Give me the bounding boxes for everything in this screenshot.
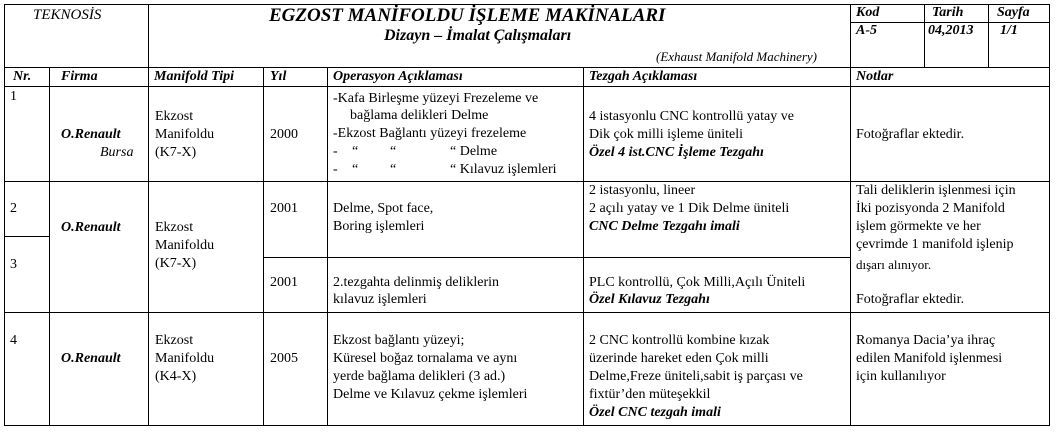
row4-tezgah-line1: 2 CNC kontrollü kombine kızak — [589, 333, 770, 348]
row1-nr: 1 — [10, 89, 17, 104]
row1-operasyon-line1: -Kafa Birleşme yüzeyi Frezeleme ve — [333, 91, 539, 106]
col-header-operasyon: Operasyon Açıklaması — [333, 69, 463, 84]
col-header-firma: Firma — [61, 69, 98, 84]
row2-yil: 2001 — [270, 201, 298, 216]
rule-left — [4, 4, 5, 426]
row1-tezgah-line3: Özel 4 ist.CNC İşleme Tezgahı — [589, 145, 764, 160]
row2-operasyon-line1: Delme, Spot face, — [333, 201, 434, 216]
row2-notlar-line6: Fotoğraflar ektedir. — [856, 292, 965, 307]
row1-operasyon-dash2: - — [333, 162, 338, 177]
row1-operasyon-ditto2a: “ — [352, 162, 359, 177]
rule-colheader-bottom — [4, 86, 1049, 87]
row4-tezgah-line4: fixtür’den müteşekkil — [589, 387, 711, 402]
kod-value: A-5 — [856, 23, 877, 38]
row2-notlar-line4: çevrimde 1 manifold işlenip — [856, 237, 1014, 252]
sayfa-label: Sayfa — [997, 5, 1030, 20]
row4-tezgah-line2: üzerinde hareket eden Çok milli — [589, 351, 769, 366]
col-header-tezgah: Tezgah Açıklaması — [589, 69, 698, 84]
row2-firma: O.Renault — [61, 220, 121, 235]
row4-manifold-line1: Ekzost — [155, 333, 194, 348]
row4-operasyon-line1: Ekzost bağlantı yüzeyi; — [333, 333, 465, 348]
col-header-notlar: Notlar — [856, 69, 894, 84]
rule-after-company — [148, 4, 149, 68]
rule-after-nr — [49, 67, 50, 426]
row1-operasyon-ditto1b: “ — [390, 144, 397, 159]
row4-operasyon-line4: Delme ve Kılavuz çekme işlemleri — [333, 387, 528, 402]
rule-after-yil — [327, 67, 328, 426]
row2-notlar-line5: dışarı alınıyor. — [856, 257, 932, 272]
row4-notlar-line1: Romanya Dacia’ya ihraç — [856, 333, 996, 348]
rule-row1-bottom — [4, 181, 1049, 182]
row4-notlar-line3: için kullanılıyor — [856, 369, 946, 384]
tarih-label: Tarih — [932, 5, 964, 20]
row3-operasyon-line2: kılavuz işlemleri — [333, 292, 427, 307]
row3-operasyon-line1: 2.tezgahta delinmiş deliklerin — [333, 275, 500, 290]
row4-manifold-line3: (K4-X) — [155, 369, 197, 384]
row1-operasyon-line4: “ Delme — [450, 144, 498, 159]
row4-notlar-line2: edilen Manifold işlenmesi — [856, 351, 1003, 366]
row2-operasyon-line2: Boring işlemleri — [333, 219, 425, 234]
rule-right — [1049, 4, 1050, 426]
row2-tezgah-line2: 2 açılı yatay ve 1 Dik Delme üniteli — [589, 201, 790, 216]
sayfa-value: 1/1 — [1000, 23, 1018, 38]
col-header-nr: Nr. — [13, 69, 32, 84]
row4-tezgah-line5: Özel CNC tezgah imali — [589, 405, 721, 420]
rule-bottom — [4, 425, 1049, 426]
kod-label: Kod — [856, 5, 880, 20]
row3-tezgah-line1: PLC kontrollü, Çok Milli,Açılı Üniteli — [589, 275, 806, 290]
col-header-manifold: Manifold Tipi — [154, 69, 234, 84]
row3-tezgah-line2: Özel Kılavuz Tezgahı — [589, 292, 710, 307]
row1-operasyon-line3: -Ekzost Bağlantı yüzeyi frezeleme — [333, 126, 527, 141]
rule-header-bottom — [4, 67, 1049, 68]
row1-manifold-line1: Ekzost — [155, 109, 194, 124]
row4-manifold-line2: Manifoldu — [155, 351, 215, 366]
tarih-value: 04,2013 — [928, 23, 974, 38]
row1-manifold-line3: (K7-X) — [155, 145, 197, 160]
rule-after-firma — [148, 67, 149, 426]
row2-tezgah-line3: CNC Delme Tezgahı imali — [589, 219, 740, 234]
row2-manifold-line2: Manifoldu — [155, 238, 215, 253]
row1-operasyon-ditto1a: “ — [352, 144, 359, 159]
row2-manifold-line1: Ekzost — [155, 220, 194, 235]
row1-yil: 2000 — [270, 127, 298, 142]
row2-nr: 2 — [10, 201, 17, 216]
row4-tezgah-line3: Delme,Freze üniteli,sabit iş parçası ve — [589, 369, 803, 384]
row2-notlar-line2: İki pozisyonda 2 Manifold — [856, 201, 1005, 216]
row1-firma: O.Renault — [61, 127, 121, 142]
row2-notlar-line1: Tali deliklerin işlenmesi için — [856, 183, 1016, 198]
rule-after-manifold — [263, 67, 264, 426]
row1-city: Bursa — [100, 145, 134, 160]
row1-operasyon-dash1: - — [333, 144, 338, 159]
company-name: TEKNOSİS — [33, 7, 102, 23]
row1-operasyon-line5: “ Kılavuz işlemleri — [450, 162, 557, 177]
document-subtitle: Dizayn – İmalat Çalışmaları — [384, 27, 572, 44]
rule-after-kod — [924, 4, 925, 68]
rule-row2-3 — [263, 257, 850, 258]
row1-operasyon-ditto2b: “ — [390, 162, 397, 177]
row4-operasyon-line2: Küresel boğaz tornalama ve aynı — [333, 351, 518, 366]
row2-tezgah-line1: 2 istasyonlu, lineer — [589, 183, 696, 198]
col-header-yil: Yıl — [270, 69, 287, 84]
row2-manifold-line3: (K7-X) — [155, 256, 197, 271]
rule-row3-bottom — [4, 312, 1049, 313]
rule-after-operasyon — [583, 67, 584, 426]
row4-nr: 4 — [10, 333, 17, 348]
english-title: (Exhaust Manifold Machinery) — [656, 49, 818, 64]
rule-after-title — [850, 4, 851, 426]
row1-tezgah-line1: 4 istasyonlu CNC kontrollü yatay ve — [589, 109, 794, 124]
rule-nr-row2-3 — [4, 236, 49, 237]
row4-firma: O.Renault — [61, 351, 121, 366]
row4-yil: 2005 — [270, 351, 298, 366]
row1-notlar: Fotoğraflar ektedir. — [856, 127, 965, 142]
row4-operasyon-line3: yerde bağlama delikleri (3 ad.) — [333, 369, 506, 384]
document-title: EGZOST MANİFOLDU İŞLEME MAKİNALARI — [269, 5, 666, 26]
row1-tezgah-line2: Dik çok milli işleme üniteli — [589, 127, 743, 142]
row1-manifold-line2: Manifoldu — [155, 127, 215, 142]
row3-nr: 3 — [10, 257, 17, 272]
row3-yil: 2001 — [270, 275, 298, 290]
row2-notlar-line3: işlem görmekte ve her — [856, 219, 981, 234]
row1-operasyon-line2: bağlama delikleri Delme — [350, 108, 489, 123]
rule-after-tarih — [988, 4, 989, 68]
